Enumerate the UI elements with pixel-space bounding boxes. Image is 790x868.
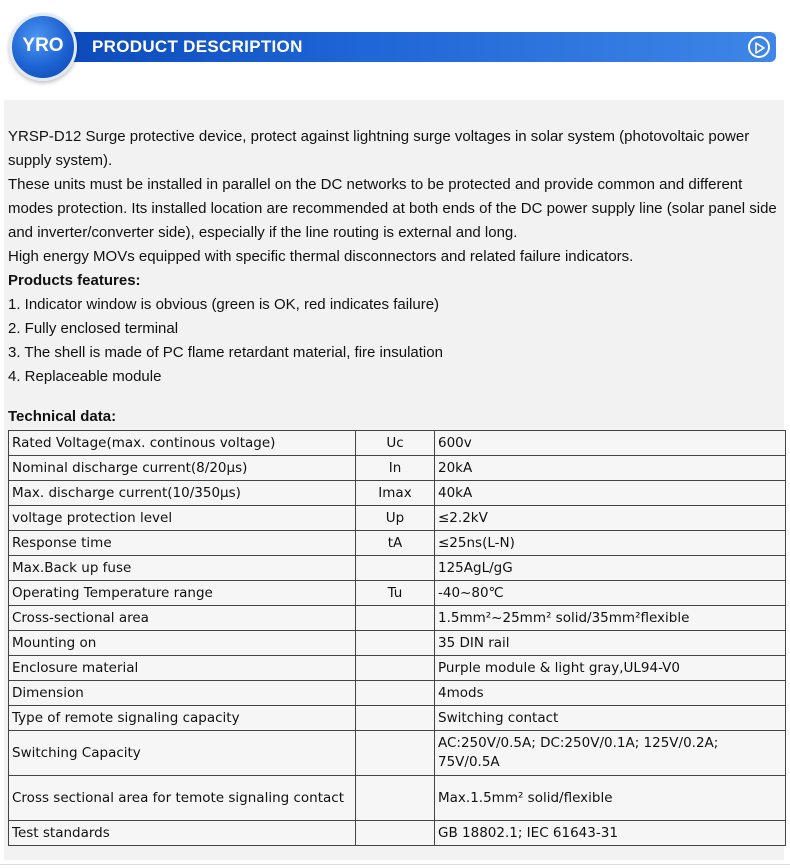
table-row	[9, 506, 786, 531]
spec-value: Purple module & light gray,UL94-V0	[435, 656, 786, 681]
spec-name: Max.Back up fuse	[9, 556, 356, 581]
spec-value: 600v	[435, 431, 786, 456]
description-paragraph: These units must be installed in parallel on the DC networks to be protected and provide common and different modes protection. Its installed location are recommended at both ends of the DC power supply line (solar panel side and inverter/converter side), especially if the line routing is external and long.	[8, 176, 777, 241]
spec-name: Enclosure material	[9, 656, 356, 681]
table-row	[9, 681, 786, 706]
spec-name: Type of remote signaling capacity	[9, 706, 356, 731]
technical-data-heading: Technical data:	[8, 408, 117, 425]
spec-name: Switching Capacity	[9, 731, 356, 776]
feature-item: 3. The shell is made of PC flame retardant material, fire insulation	[8, 344, 443, 361]
spec-name: Max. discharge current(10/350μs)	[9, 481, 356, 506]
table-row	[9, 431, 786, 456]
features-heading: Products features:	[8, 272, 141, 289]
spec-value: 40kA	[435, 481, 786, 506]
spec-name: voltage protection level	[9, 506, 356, 531]
spec-symbol: tA	[356, 531, 435, 556]
feature-item: 4. Replaceable module	[8, 368, 162, 385]
spec-symbol	[356, 776, 435, 821]
spec-symbol	[356, 706, 435, 731]
spec-name: Operating Temperature range	[9, 581, 356, 606]
spec-name: Cross-sectional area	[9, 606, 356, 631]
table-row	[9, 776, 786, 821]
spec-name: Response time	[9, 531, 356, 556]
table-row	[9, 656, 786, 681]
spec-symbol: In	[356, 456, 435, 481]
description-text	[8, 125, 780, 389]
section-header	[0, 0, 790, 95]
table-row	[9, 606, 786, 631]
feature-item: 2. Fully enclosed terminal	[8, 320, 179, 337]
spec-name: Cross sectional area for temote signaling contact	[9, 776, 356, 821]
spec-value: 125AgL/gG	[435, 556, 786, 581]
table-row	[9, 456, 786, 481]
spec-value: ≤2.2kV	[435, 506, 786, 531]
spec-symbol	[356, 731, 435, 776]
spec-value: 35 DIN rail	[435, 631, 786, 656]
spec-symbol	[356, 681, 435, 706]
description-paragraph: YRSP-D12 Surge protective device, protect against lightning surge voltages in solar system (photovoltaic power supply system).	[8, 128, 750, 169]
spec-value: Max.1.5mm² solid/flexible	[435, 776, 786, 821]
table-row	[9, 706, 786, 731]
spec-value: 20kA	[435, 456, 786, 481]
spec-symbol	[356, 556, 435, 581]
section-title: PRODUCT DESCRIPTION	[92, 37, 303, 56]
spec-value: GB 18802.1; IEC 61643-31	[435, 821, 786, 846]
spec-symbol	[356, 606, 435, 631]
spec-value: -40~80℃	[435, 581, 786, 606]
spec-symbol: Uc	[356, 431, 435, 456]
brand-logo-text: YRO	[22, 35, 64, 56]
spec-symbol: Tu	[356, 581, 435, 606]
table-row	[9, 581, 786, 606]
table-row	[9, 731, 786, 776]
feature-item: 1. Indicator window is obvious (green is OK, red indicates failure)	[8, 296, 440, 313]
product-description-content	[4, 100, 784, 860]
description-paragraph: High energy MOVs equipped with specific thermal disconnectors and related failure indicators.	[8, 248, 634, 265]
table-row	[9, 631, 786, 656]
table-row	[9, 481, 786, 506]
spec-symbol	[356, 631, 435, 656]
technical-data-table	[8, 430, 786, 846]
spec-symbol: Up	[356, 506, 435, 531]
spec-symbol	[356, 821, 435, 846]
spec-symbol: Imax	[356, 481, 435, 506]
bottom-divider	[0, 864, 790, 865]
spec-value: Switching contact	[435, 706, 786, 731]
table-row	[9, 821, 786, 846]
spec-value: ≤25ns(L-N)	[435, 531, 786, 556]
table-row	[9, 556, 786, 581]
spec-name: Mounting on	[9, 631, 356, 656]
spec-value: 1.5mm²~25mm² solid/35mm²flexible	[435, 606, 786, 631]
spec-name: Dimension	[9, 681, 356, 706]
spec-name: Rated Voltage(max. continous voltage)	[9, 431, 356, 456]
spec-value: AC:250V/0.5A; DC:250V/0.1A; 125V/0.2A; 75V/0.5A	[435, 731, 786, 776]
spec-value: 4mods	[435, 681, 786, 706]
spec-name: Nominal discharge current(8/20μs)	[9, 456, 356, 481]
spec-symbol	[356, 656, 435, 681]
spec-name: Test standards	[9, 821, 356, 846]
play-icon[interactable]	[748, 36, 770, 58]
table-row	[9, 531, 786, 556]
